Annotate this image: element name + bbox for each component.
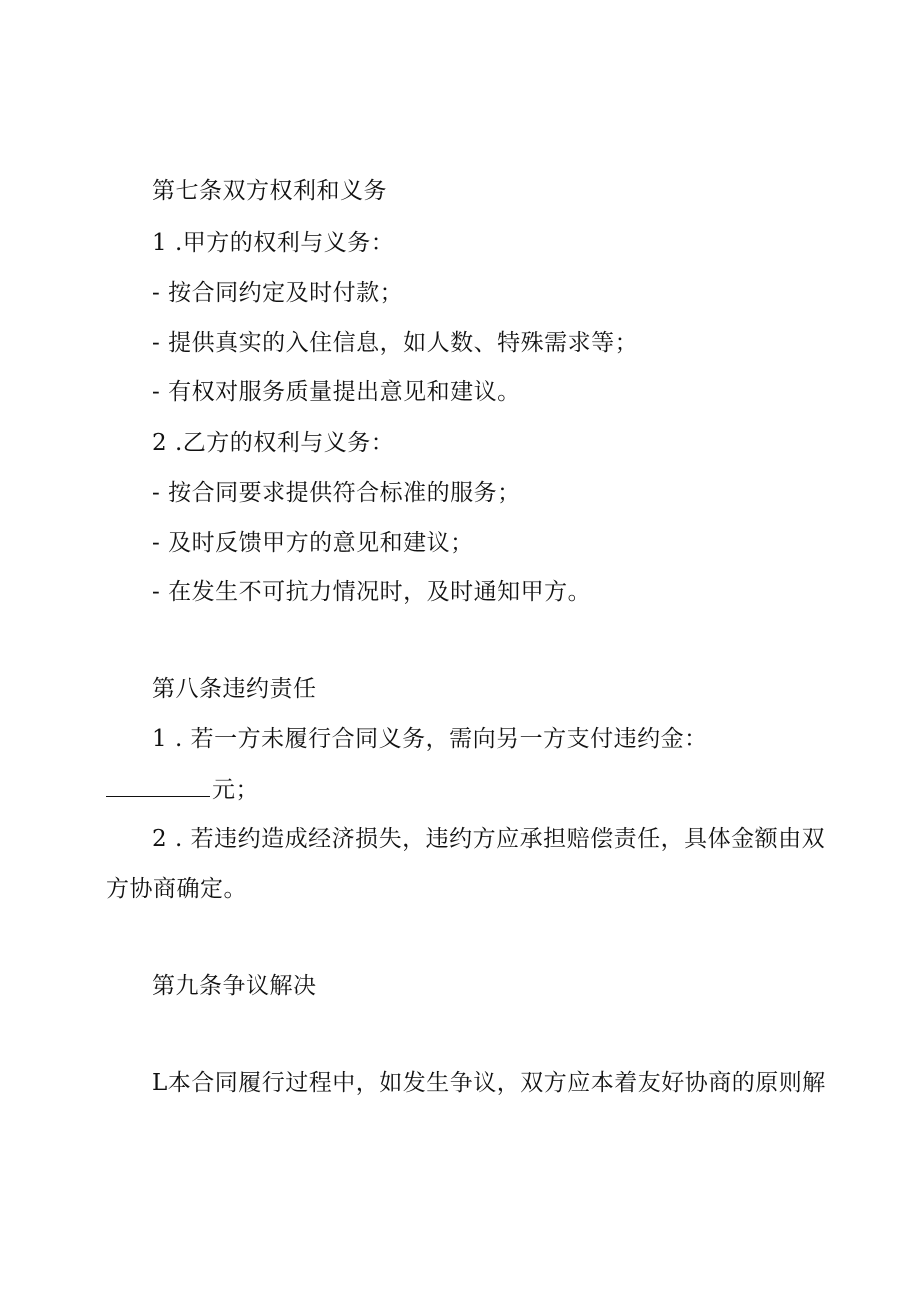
section8-clause1-line1: 1 . 若一方未履行合同义务，需向另一方支付违约金： (152, 726, 708, 752)
party-a-heading: 1 .甲方的权利与义务： (152, 230, 395, 256)
party-a-item-2: - 提供真实的入住信息，如人数、特殊需求等； (152, 330, 639, 356)
section8-title: 第八条违约责任 (152, 676, 317, 702)
penalty-unit: 元； (212, 777, 259, 803)
section8-clause2-line2: 方协商确定。 (106, 876, 247, 902)
section7-title: 第七条双方权利和义务 (152, 178, 387, 204)
section8-clause2-line1: 2 . 若违约造成经济损失，违约方应承担赔偿责任，具体金额由双 (152, 826, 826, 852)
party-a-item-1: - 按合同约定及时付款； (152, 280, 404, 306)
party-b-heading: 2 .乙方的权利与义务： (152, 430, 395, 456)
section9-clause1-line1: L本合同履行过程中，如发生争议，双方应本着友好协商的原则解 (152, 1070, 826, 1096)
section9-title: 第九条争议解决 (152, 973, 317, 999)
party-b-item-1: - 按合同要求提供符合标准的服务； (152, 480, 521, 506)
section8-clause1-line2 (106, 778, 259, 802)
penalty-amount-blank (106, 778, 210, 797)
party-a-item-3: - 有权对服务质量提出意见和建议。 (152, 379, 521, 405)
party-b-item-3: - 在发生不可抗力情况时，及时通知甲方。 (152, 579, 592, 605)
party-b-item-2: - 及时反馈甲方的意见和建议； (152, 530, 474, 556)
